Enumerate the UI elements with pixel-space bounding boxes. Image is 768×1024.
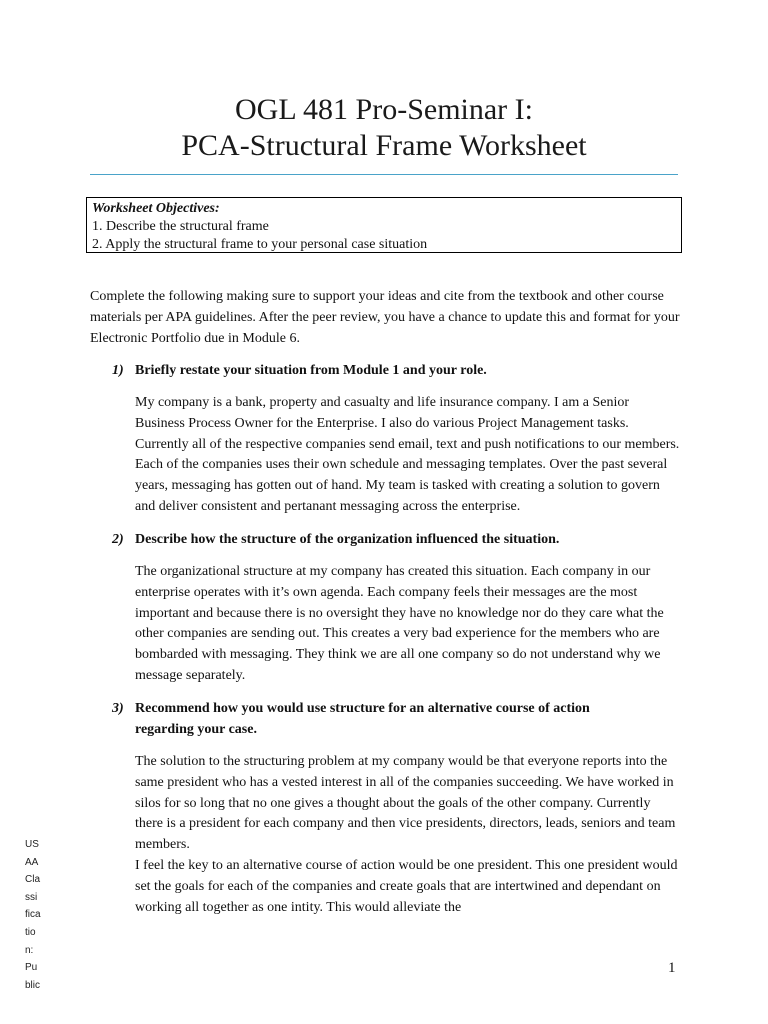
title-divider — [90, 174, 678, 175]
classification-fragment: fica — [25, 909, 41, 921]
question-text: Describe how the structure of the organization influenced the situation. — [135, 532, 560, 547]
classification-fragment: Cla — [25, 874, 41, 886]
title-line-1: OGL 481 Pro-Seminar I: — [234, 93, 533, 126]
answer-paragraph: My company is a bank, property and casualty and life insurance company. I am a Senior Business Process Owner for the Enterprise. I also do various Project Management tasks. Currently all of the respective companies send email, text and push notifications to our members. Each of the companies uses their own schedule and messaging templates. Over the past several years, messaging has gotten out of hand. My team is tasked with creating a solution to govern and deliver consistent and pertanant messaging across the enterprise. — [135, 395, 680, 514]
classification-fragment: tio — [25, 926, 36, 938]
classification-fragment: blic — [25, 979, 41, 991]
classification-fragment: ssi — [25, 891, 38, 903]
question-1 — [112, 361, 672, 382]
classification-fragment: AA — [25, 856, 39, 868]
question-text: Recommend how you would use structure for an alternative course of action regarding your case. — [135, 701, 590, 737]
question-number: 3) — [112, 701, 124, 716]
answer-paragraph: I feel the key to an alternative course of action would be one president. This one president would set the goals for each of the companies and create goals that are intertwined and dependant on working all together as one intity. This would alleviate the — [135, 857, 678, 915]
classification-fragment: n: — [25, 944, 34, 956]
classification-fragment: Pu — [25, 962, 38, 974]
page-number: 1 — [668, 960, 676, 976]
objectives-heading: Worksheet Objectives: — [92, 201, 220, 216]
answer-3 — [135, 752, 680, 918]
question-3 — [112, 699, 632, 740]
title-line-2: PCA-Structural Frame Worksheet — [181, 129, 587, 162]
classification-label — [25, 836, 55, 994]
question-number: 2) — [112, 532, 124, 547]
question-2 — [112, 530, 672, 551]
answer-1 — [135, 393, 680, 518]
question-text: Briefly restate your situation from Module 1 and your role. — [135, 363, 487, 378]
answer-paragraph: The solution to the structuring problem at my company would be that everyone reports into the same president who has a vested interest in all of the companies succeeding. We have worked in silos for so long that no one gives a thought about the goals of the other company. Currently there is a president for each company and then vice presidents, directors, leads, seniors and team members. — [135, 754, 676, 853]
question-number: 1) — [112, 363, 124, 378]
objectives-box — [86, 197, 682, 253]
objective-item: 1. Describe the structural frame — [92, 219, 269, 234]
classification-fragment: US — [25, 839, 39, 850]
document-title — [0, 92, 768, 164]
answer-2 — [135, 562, 680, 687]
objective-item: 2. Apply the structural frame to your personal case situation — [92, 237, 428, 252]
intro-paragraph: Complete the following making sure to support your ideas and cite from the textbook and other course materials per APA guidelines. After the peer review, you have a chance to update this and format for your Electronic Portfolio due in Module 6. — [90, 289, 680, 346]
answer-paragraph: The organizational structure at my company has created this situation. Each company in our enterprise operates with it’s own agenda. Each company feels their messages are the most important and because there is no oversight they have no knowledge nor do they care what the other companies are sending out. This creates a very bad experience for the members who are bombarded with messaging. They think we are all one company so do not understand why we message separately. — [135, 564, 664, 683]
